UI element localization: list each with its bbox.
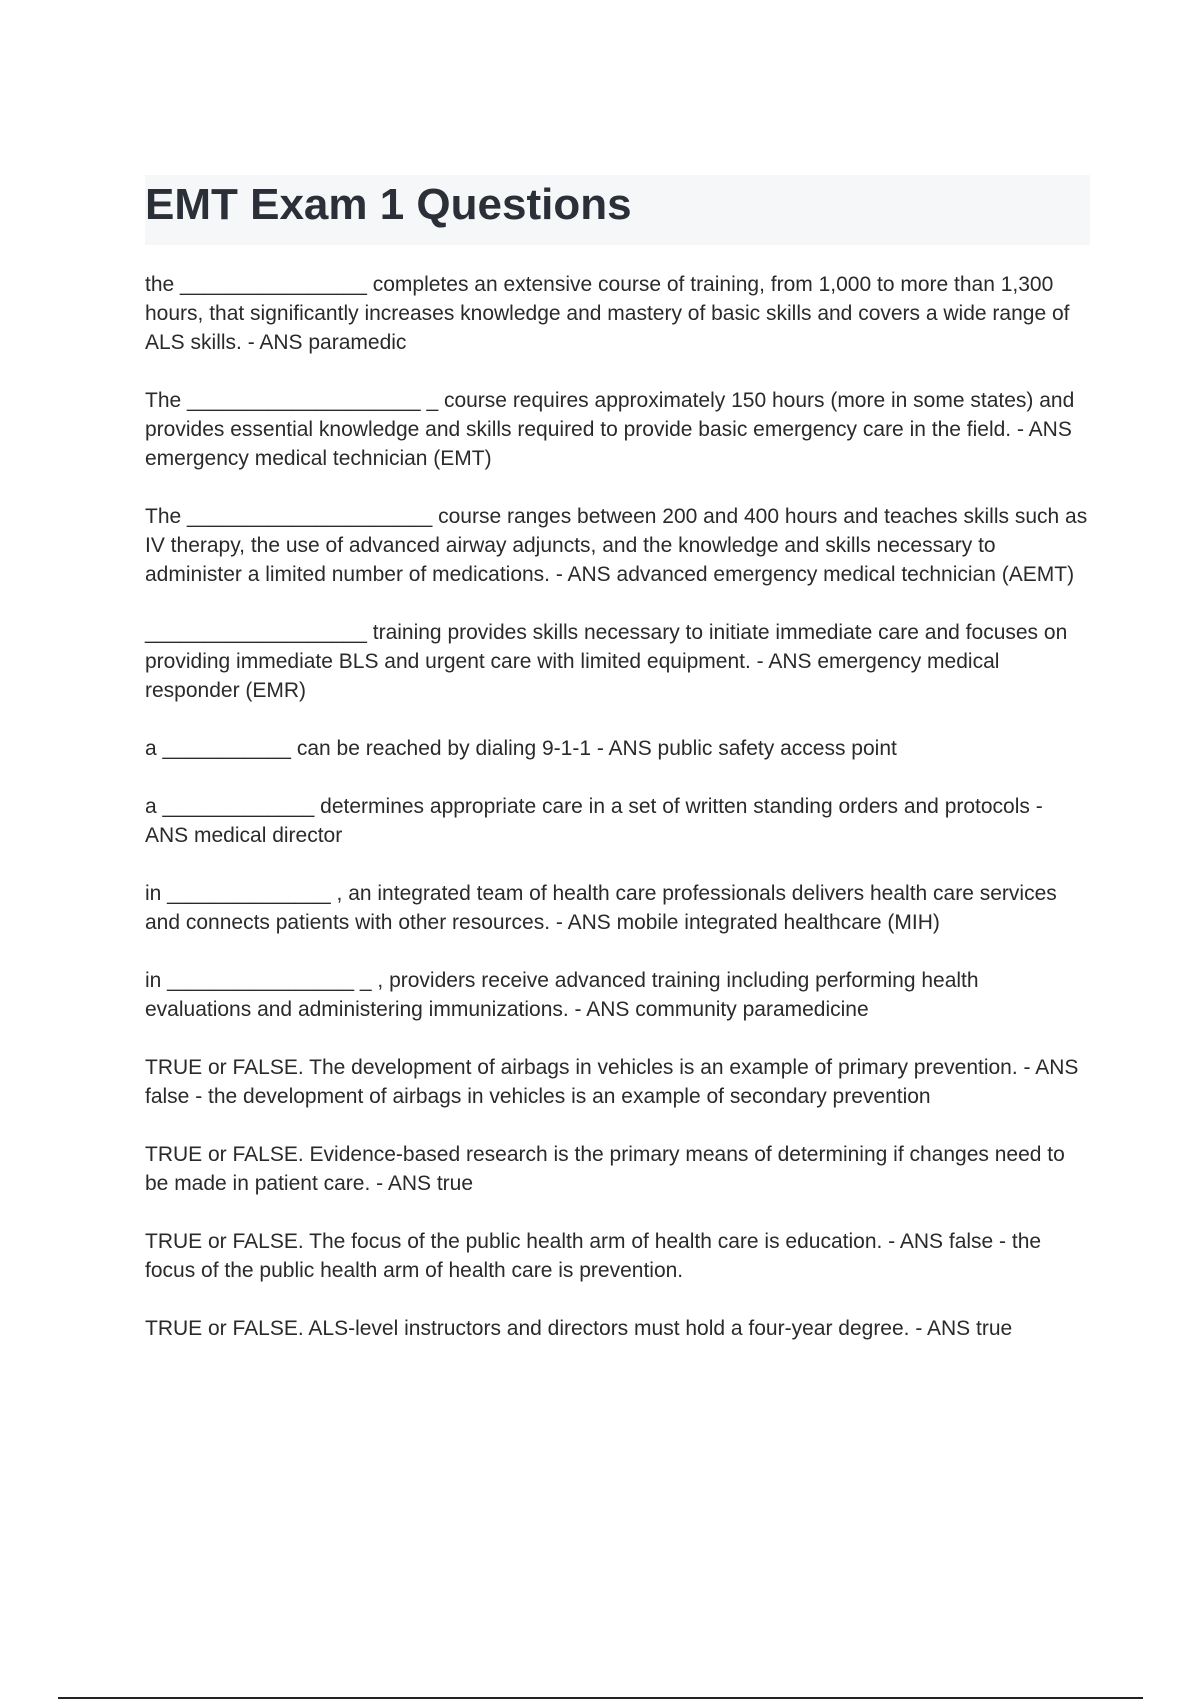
qa-item-5: a ___________ can be reached by dialing 9-1-1 - ANS public safety access point [145, 737, 897, 760]
qa-item-12: TRUE or FALSE. ALS-level instructors and directors must hold a four-year degree. - ANS true [145, 1317, 1013, 1340]
qa-item-3: The _____________________ course ranges between 200 and 400 hours and teaches skills such as IV therapy, the use of advanced airway adjuncts, and the knowledge and skills necessary to administer a limited number of medications. - ANS advanced emergency medical technician (AEMT) [145, 505, 1088, 586]
title-band [145, 175, 1090, 245]
qa-item-6: a _____________ determines appropriate care in a set of written standing orders and protocols - ANS medical director [145, 795, 1043, 847]
qa-item-1: the ________________ completes an extensive course of training, from 1,000 to more than 1,300 hours, that significantly increases knowledge and mastery of basic skills and covers a wide range of ALS skills. - ANS paramedic [145, 273, 1070, 354]
question-list [145, 270, 1090, 1372]
qa-item-7: in ______________ , an integrated team of health care professionals delivers health care services and connects patients with other resources. - ANS mobile integrated healthcare (MIH) [145, 882, 1057, 934]
qa-item-2: The ____________________ _ course requires approximately 150 hours (more in some states) and provides essential knowledge and skills required to provide basic emergency care in the field. - ANS emergency medical technician (EMT) [145, 389, 1075, 470]
qa-item-11: TRUE or FALSE. The focus of the public health arm of health care is education. - ANS false - the focus of the public health arm of health care is prevention. [145, 1230, 1042, 1282]
page-title: EMT Exam 1 Questions [145, 180, 632, 229]
qa-item-10: TRUE or FALSE. Evidence-based research is the primary means of determining if changes need to be made in patient care. - ANS true [145, 1143, 1065, 1195]
footer-rule [58, 1697, 1143, 1699]
qa-item-8: in ________________ _ , providers receive advanced training including performing health evaluations and administering immunizations. - ANS community paramedicine [145, 969, 979, 1021]
qa-item-9: TRUE or FALSE. The development of airbags in vehicles is an example of primary prevention. - ANS false - the development of airbags in vehicles is an example of secondary prevention [145, 1056, 1079, 1108]
qa-item-4: ___________________ training provides skills necessary to initiate immediate care and focuses on providing immediate BLS and urgent care with limited equipment. - ANS emergency medical responder (EMR) [145, 621, 1068, 702]
